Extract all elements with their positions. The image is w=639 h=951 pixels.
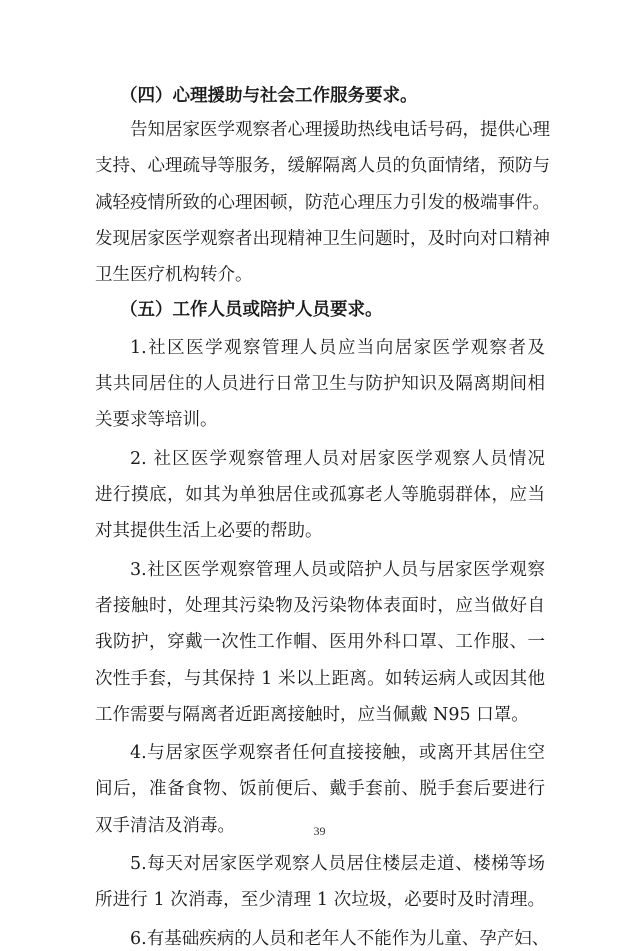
list-item-line: 关要求等培训。 [95, 410, 218, 431]
list-item-line: 我防护，穿戴一次性工作帽、医用外科口罩、工作服、一 [95, 632, 545, 653]
list-item-line: 所进行 1 次消毒，至少清理 1 次垃圾，必要时及时清理。 [95, 890, 545, 911]
paragraph-line: 减轻疫情所致的心理困顿，防范心理压力引发的极端事件。 [95, 192, 550, 213]
list-item-line: 6.有基础疾病的人员和老年人不能作为儿童、孕产妇、 [130, 928, 550, 949]
list-item-line: 5.每天对居家医学观察人员居住楼层走道、楼梯等场 [130, 854, 545, 874]
list-item-line: 进行摸底，如其为单独居住或孤寡老人等脆弱群体，应当 [95, 485, 545, 505]
list-item-line: 次性手套，与其保持 1 米以上距离。如转运病人或因其他 [95, 668, 545, 689]
paragraph-line: 告知居家医学观察者心理援助热线电话号码，提供心理 [130, 120, 550, 140]
page-number: 39 [313, 824, 326, 838]
section-4-heading: （四）心理援助与社会工作服务要求。 [120, 86, 418, 106]
paragraph-line: 卫生医疗机构转介。 [95, 265, 253, 286]
list-item-line: 2. 社区医学观察管理人员对居家医学观察人员情况 [130, 448, 545, 469]
list-item-line: 工作需要与隔离者近距离接触时，应当佩戴 N95 口罩。 [95, 704, 529, 725]
paragraph-line: 发现居家医学观察者出现精神卫生问题时，及时向对口精神 [95, 228, 550, 249]
list-item-line: 其共同居住的人员进行日常卫生与防护知识及隔离期间相 [95, 374, 545, 395]
paragraph-line: 支持、心理疏导等服务，缓解隔离人员的负面情绪，预防与 [95, 156, 550, 177]
list-item-line: 双手清洁及消毒。 [95, 815, 235, 836]
list-item-line: 3.社区医学观察管理人员或陪护人员与居家医学观察 [130, 559, 545, 580]
list-item-line: 者接触时，处理其污染物及污染物体表面时，应当做好自 [95, 595, 545, 616]
list-item-line: 间后，准备食物、饭前便后、戴手套前、脱手套后要进行 [95, 779, 545, 800]
list-item-line: 对其提供生活上必要的帮助。 [95, 521, 323, 542]
list-item-line: 4.与居家医学观察者任何直接接触，或离开其居住空 [130, 743, 545, 764]
section-5-heading: （五）工作人员或陪护人员要求。 [120, 299, 383, 320]
list-item-line: 1.社区医学观察管理人员应当向居家医学观察者及 [130, 337, 545, 358]
